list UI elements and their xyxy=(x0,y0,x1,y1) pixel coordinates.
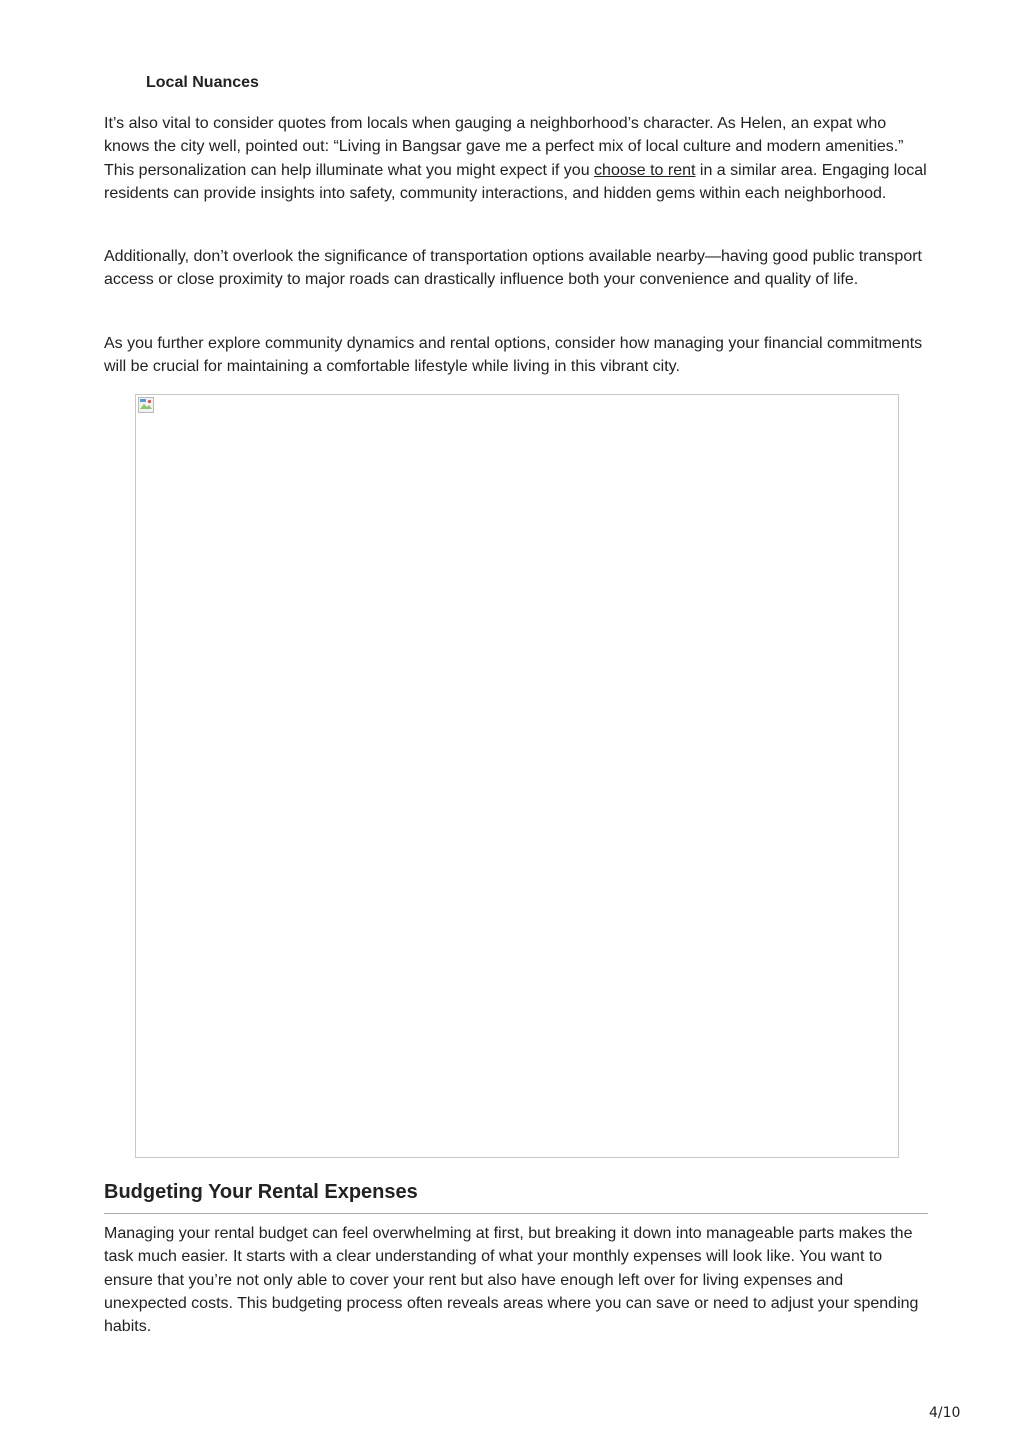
paragraph-text: in a similar area. Engaging local residents can provide insights into safety, community interactions, and hidden gems within each neighborhood. xyxy=(104,161,927,202)
choose-to-rent-link[interactable]: choose to rent xyxy=(594,161,696,179)
subheading-local-nuances: Local Nuances xyxy=(146,74,259,91)
paragraph-text: It’s also vital to consider quotes from locals when gauging a neighborhood’s character. As Helen, an expat who knows the city well, pointed out: “Living in Bangsar gave me a perfect mix of local culture and modern amenities.” This personalization can help illuminate what you might expect if you xyxy=(104,115,904,179)
section-heading-budgeting: Budgeting Your Rental Expenses xyxy=(104,1181,418,1203)
page-number: 4/10 xyxy=(929,1405,961,1421)
section-divider xyxy=(104,1213,928,1214)
broken-image-icon xyxy=(138,397,154,413)
paragraph-community-dynamics: As you further explore community dynamics and rental options, consider how managing your financial commitments will be crucial for maintaining a comfortable lifestyle while living in this vibrant city. xyxy=(104,335,923,376)
article-image-placeholder xyxy=(135,394,899,1158)
paragraph-local-quotes xyxy=(104,112,930,205)
paragraph-budgeting: Managing your rental budget can feel overwhelming at first, but breaking it down into manageable parts makes the task much easier. It starts with a clear understanding of what your monthly expenses will look like. You want to ensure that you’re not only able to cover your rent but also have enough left over for living expenses and unexpected costs. This budgeting process often reveals areas where you can save or need to adjust your spending habits. xyxy=(104,1225,919,1336)
paragraph-transportation: Additionally, don’t overlook the significance of transportation options available nearby—having good public transport access or close proximity to major roads can drastically influence both your convenience and quality of life. xyxy=(104,248,922,289)
